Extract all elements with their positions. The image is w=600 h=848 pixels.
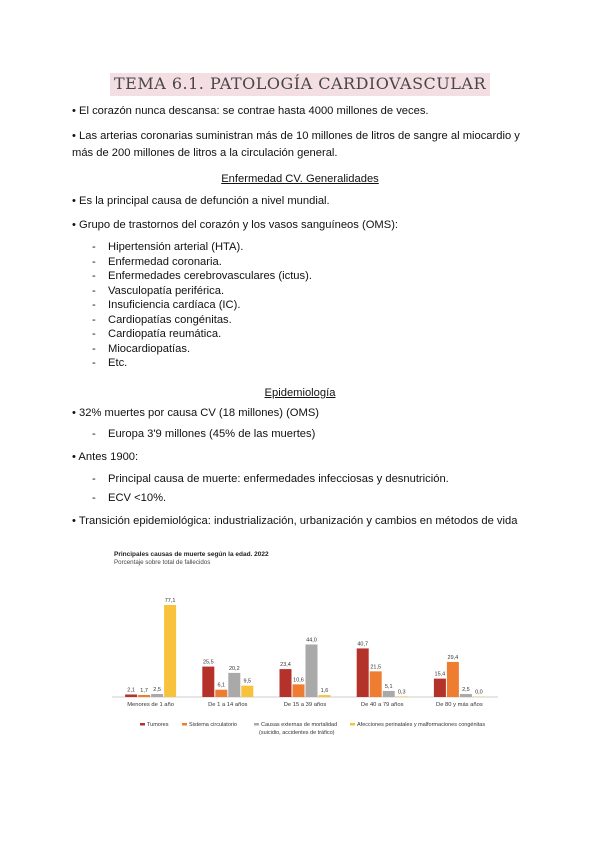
data-label: 2,5: [462, 687, 470, 694]
list-item: - Vasculopatía periférica.: [92, 285, 225, 297]
list-item-principal-causa: - Principal causa de muerte: enfermedades infecciosas y desnutrición.: [92, 473, 449, 485]
data-label: 10,6: [293, 677, 304, 684]
bar-1-2: [202, 667, 214, 697]
list-item-ecv: - ECV <10%.: [92, 492, 167, 504]
x-tick-label: De 1 a 14 años: [208, 702, 248, 708]
data-label: 20,2: [228, 665, 240, 672]
bar-3-2: [228, 673, 240, 697]
legend-label: Causas externas de mortalidad: [261, 722, 338, 728]
list-item: - Enfermedad coronaria.: [92, 256, 222, 268]
data-label: 2,5: [153, 687, 161, 694]
list-item: - Cardiopatía reumática.: [92, 328, 222, 340]
legend-label: Sistema circulatorio: [189, 722, 237, 728]
bar-4-4: [396, 696, 408, 697]
list-item: - Insuficiencia cardíaca (IC).: [92, 299, 241, 311]
data-label: 44,0: [306, 637, 317, 644]
bar-3-1: [151, 694, 163, 697]
legend-label: Afecciones perinatales y malformaciones congénitas: [357, 722, 486, 728]
data-label: 2,1: [127, 687, 135, 694]
data-label: 77,1: [164, 598, 176, 604]
list-item: - Miocardiopatías.: [92, 343, 191, 355]
page-title: TEMA 6.1. PATOLOGÍA CARDIOVASCULAR: [0, 74, 600, 94]
data-label: 15,4: [434, 671, 446, 678]
list-item: - Cardiopatías congénitas.: [92, 314, 232, 326]
bar-2-2: [215, 690, 227, 697]
data-label: 6,1: [217, 682, 226, 689]
data-label: 21,5: [370, 664, 382, 671]
legend-label: Tumores: [147, 722, 169, 728]
chart-title: Principales causas de muerte según la edad. 2022: [114, 551, 269, 558]
x-tick-label: De 80 y más años: [436, 702, 483, 708]
bar-1-1: [125, 694, 137, 697]
x-tick-label: Menores de 1 año: [127, 702, 174, 708]
legend-swatch-1: [140, 723, 145, 726]
data-label: 0,3: [397, 689, 406, 696]
section-heading-epidemiologia: Epidemiología: [264, 387, 336, 399]
intro-bullet-1: • El corazón nunca descansa: se contrae hasta 4000 millones de veces.: [72, 105, 429, 117]
legend-swatch-4: [350, 723, 355, 726]
bar-2-4: [370, 671, 382, 697]
legend-swatch-2: [182, 723, 187, 726]
bar-1-4: [357, 648, 369, 697]
bullet-grupo-trastornos: • Grupo de trastornos del corazón y los vasos sanguíneos (OMS):: [72, 219, 399, 231]
data-label: 29,4: [447, 654, 459, 661]
legend-swatch-3: [254, 723, 259, 726]
bar-1-3: [280, 669, 292, 697]
intro-bullet-2: • Las arterias coronarias suministran más de 10 millones de litros de sangre al miocardio y más de 200 millones de litros a la circulación general.: [72, 130, 520, 159]
bar-4-3: [319, 695, 331, 697]
data-label: 1,7: [140, 687, 148, 694]
bar-2-1: [138, 695, 150, 697]
section-heading-generalidades: Enfermedad CV. Generalidades: [221, 173, 379, 185]
data-label: 5,1: [384, 683, 393, 690]
bar-2-5: [447, 662, 459, 697]
list-item-europa: - Europa 3'9 millones (45% de las muertes): [92, 428, 316, 440]
x-tick-label: De 40 a 79 años: [360, 702, 404, 708]
bar-3-5: [460, 694, 472, 697]
list-item: - Enfermedades cerebrovasculares (ictus).: [92, 270, 312, 282]
bar-3-4: [383, 691, 395, 697]
data-label: 1,6: [320, 688, 329, 695]
chart-subtitle: Porcentaje sobre total de fallecidos: [114, 559, 211, 566]
bullet-32-muertes: • 32% muertes por causa CV (18 millones) (OMS): [72, 407, 320, 419]
list-item: - Hipertensión arterial (HTA).: [92, 241, 244, 253]
bar-4-1: [164, 605, 176, 697]
bar-3-3: [306, 644, 318, 697]
data-label: 23,4: [280, 662, 291, 669]
data-label: 9,5: [243, 678, 252, 685]
data-label: 40,7: [357, 641, 369, 648]
data-label: 0,0: [475, 689, 483, 696]
bar-4-2: [241, 686, 253, 697]
legend-label: (suicidio, accidentes de tráfico): [259, 730, 335, 736]
bullet-principal-causa: • Es la principal causa de defunción a nivel mundial.: [72, 195, 330, 207]
data-label: 25,5: [202, 659, 214, 666]
bar-1-5: [434, 679, 446, 697]
bullet-transicion: • Transición epidemiológica: industrialización, urbanización y cambios en métodos de vida: [72, 515, 518, 527]
bar-2-3: [293, 684, 305, 697]
x-tick-label: De 15 a 39 años: [283, 702, 327, 708]
bullet-antes-1900: • Antes 1900:: [72, 451, 139, 463]
list-item: - Etc.: [92, 357, 128, 369]
